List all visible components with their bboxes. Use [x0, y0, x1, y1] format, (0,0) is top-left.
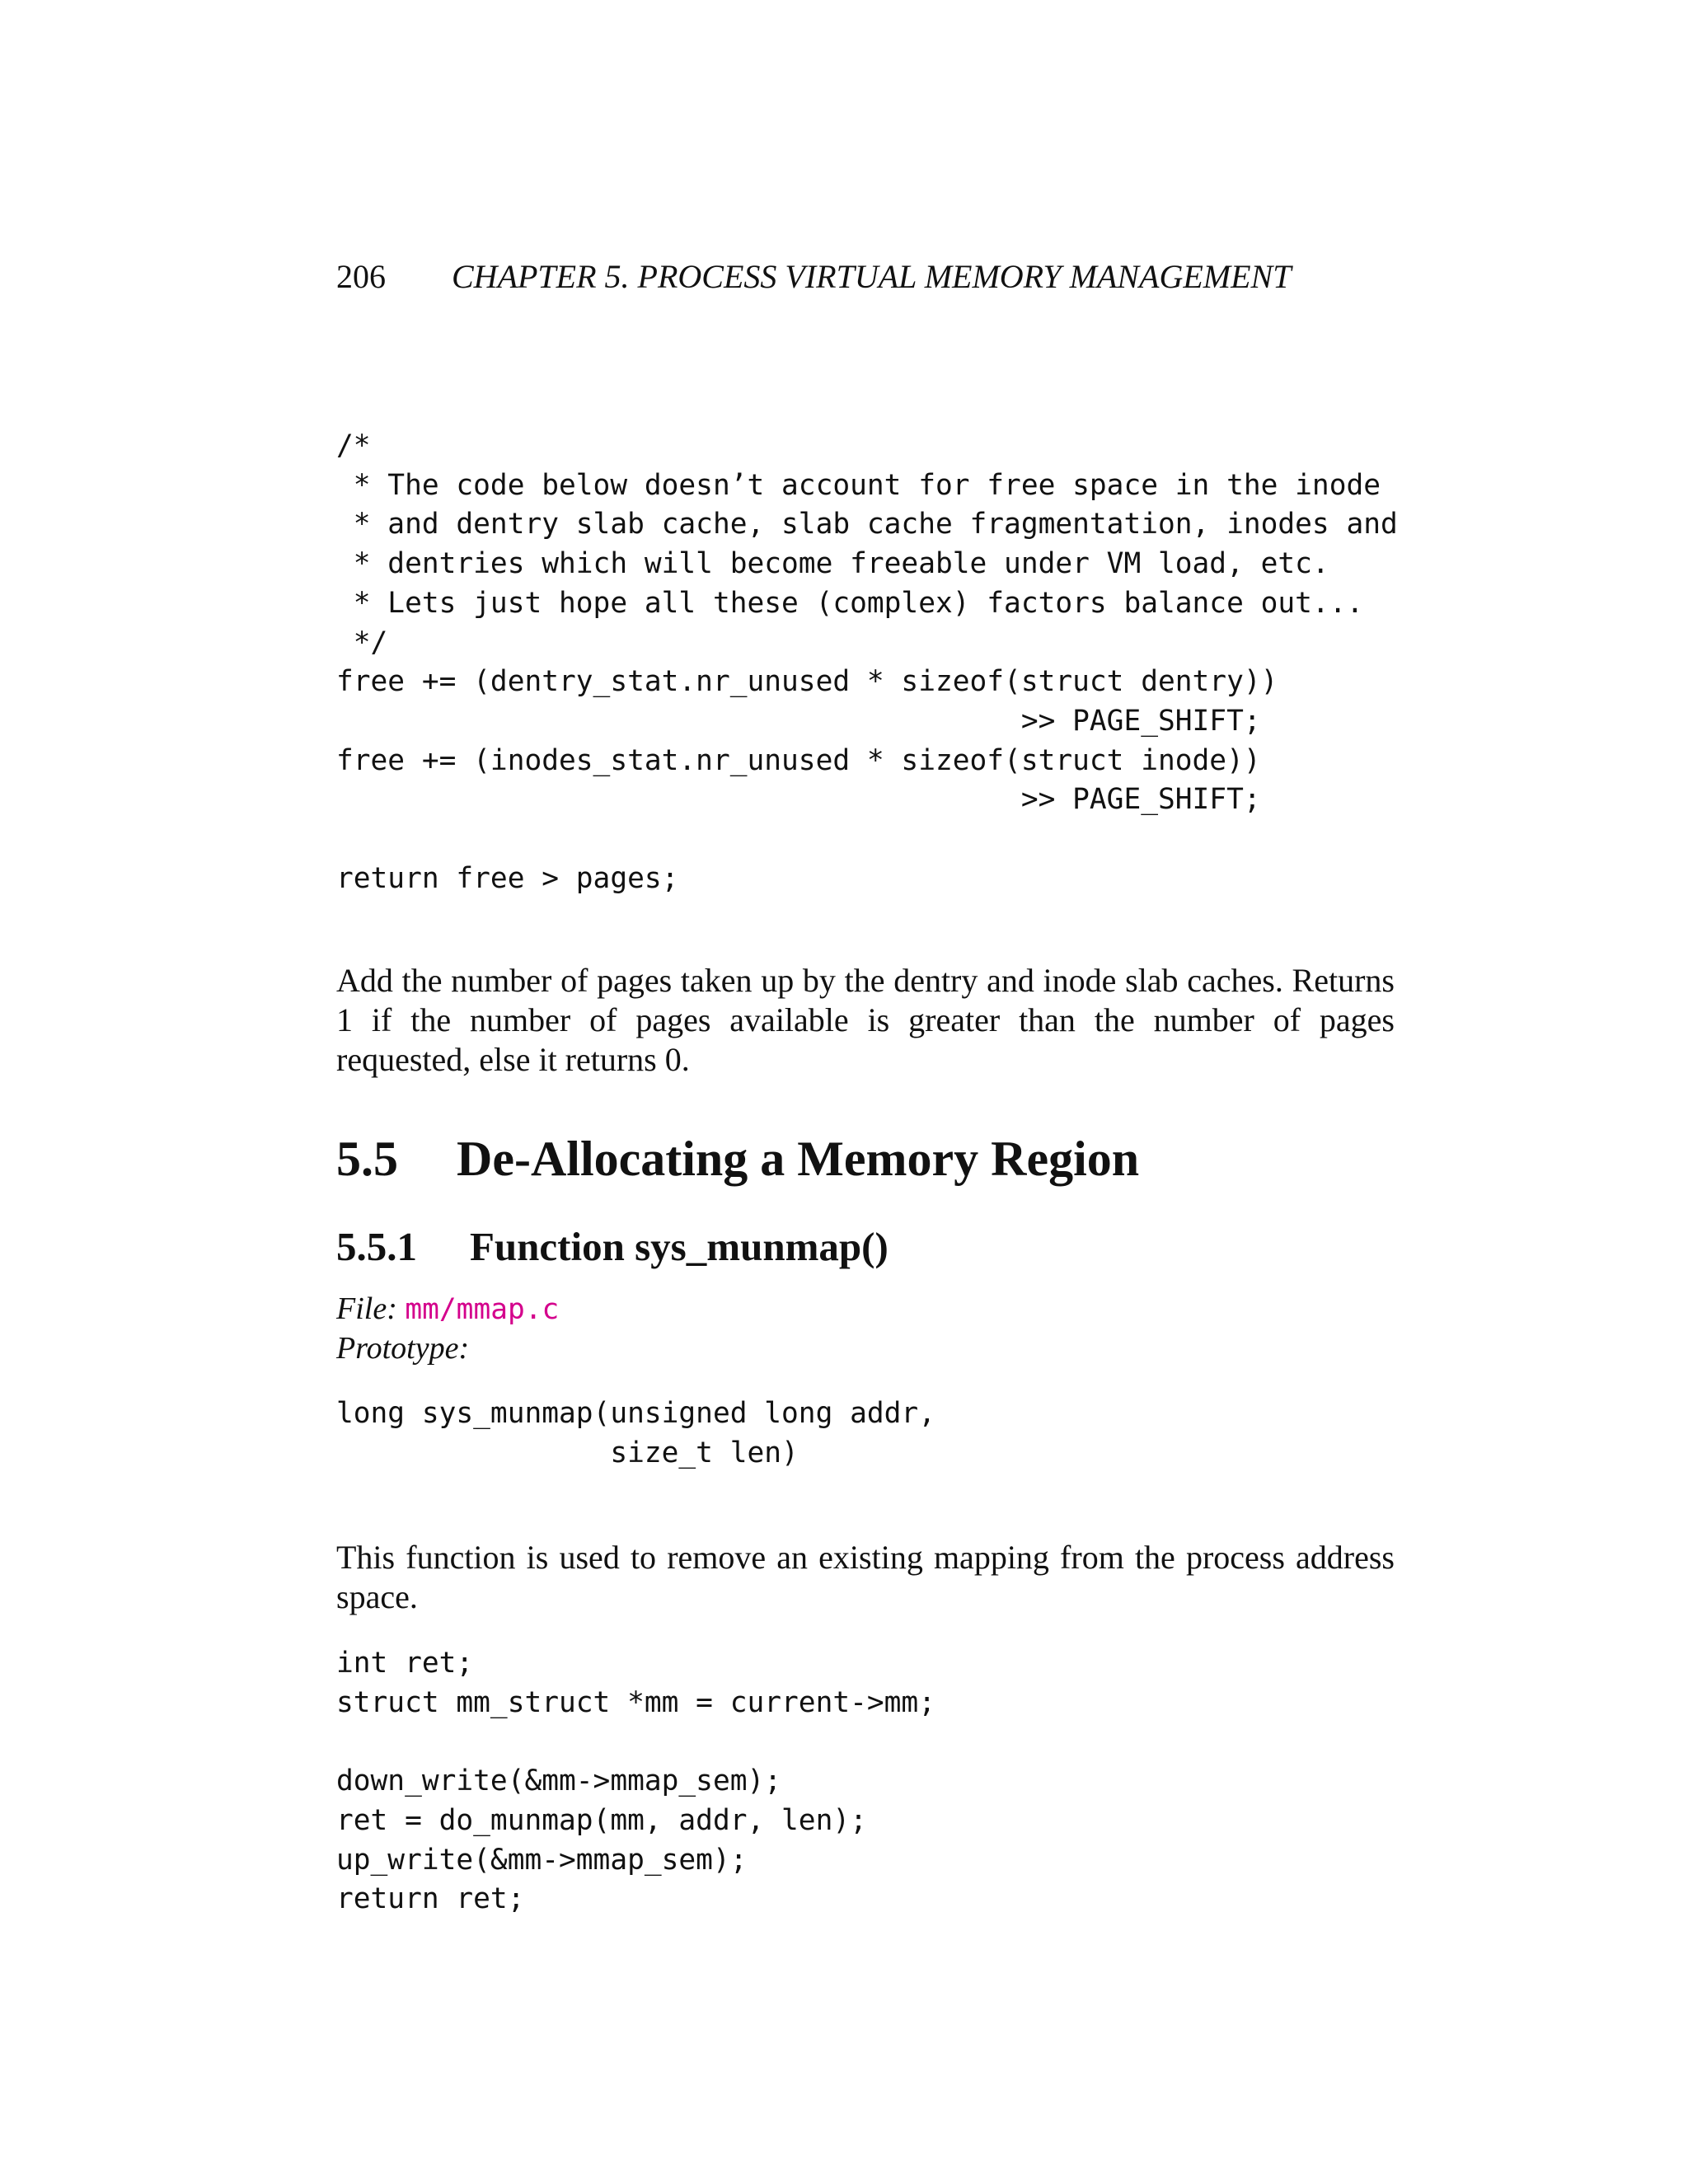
subsection-title: Function sys_munmap(): [470, 1224, 889, 1269]
file-link[interactable]: mm/mmap.c: [405, 1293, 560, 1326]
code-block-body: int ret; struct mm_struct *mm = current->mm; down_write(&mm->mmap_sem); ret = do_munmap(mm, addr, len); up_write(&mm->mmap_sem); return ret;: [336, 1647, 935, 1916]
file-label: File:: [336, 1291, 397, 1326]
page-header: [336, 257, 1395, 300]
paragraph-function-description: This function is used to remove an existing mapping from the process address space.: [336, 1539, 1395, 1615]
subsection-heading: [336, 1223, 889, 1270]
code-block-free-pages: /* * The code below doesn’t account for free space in the inode * and dentry slab cache, slab cache fragmentation, inodes and * dentries which will become freeable under VM load, etc. * Lets just hope all these (complex) factors balance out... */ free += (dentry_stat.nr_unused * sizeof(struct dentry)) >> PAGE_SHIFT; free += (inodes_stat.nr_unused * sizeof(struct inode)) >> PAGE_SHIFT; return free > pages;: [336, 429, 1398, 895]
page-number: 206: [336, 258, 386, 295]
prototype-label: Prototype:: [336, 1331, 470, 1366]
running-title: CHAPTER 5. PROCESS VIRTUAL MEMORY MANAGEMENT: [452, 258, 1292, 295]
paragraph-slab-caches: Add the number of pages taken up by the dentry and inode slab caches. Returns 1 if the number of pages available is greater than the number of pages requested, else it returns 0.: [336, 962, 1395, 1078]
section-number: 5.5: [336, 1132, 398, 1186]
code-block-prototype: long sys_munmap(unsigned long addr, size_t len): [336, 1397, 935, 1469]
section-title: De-Allocating a Memory Region: [457, 1132, 1140, 1186]
file-reference: [336, 1289, 559, 1329]
section-heading: [336, 1131, 1139, 1188]
subsection-number: 5.5.1: [336, 1224, 417, 1269]
